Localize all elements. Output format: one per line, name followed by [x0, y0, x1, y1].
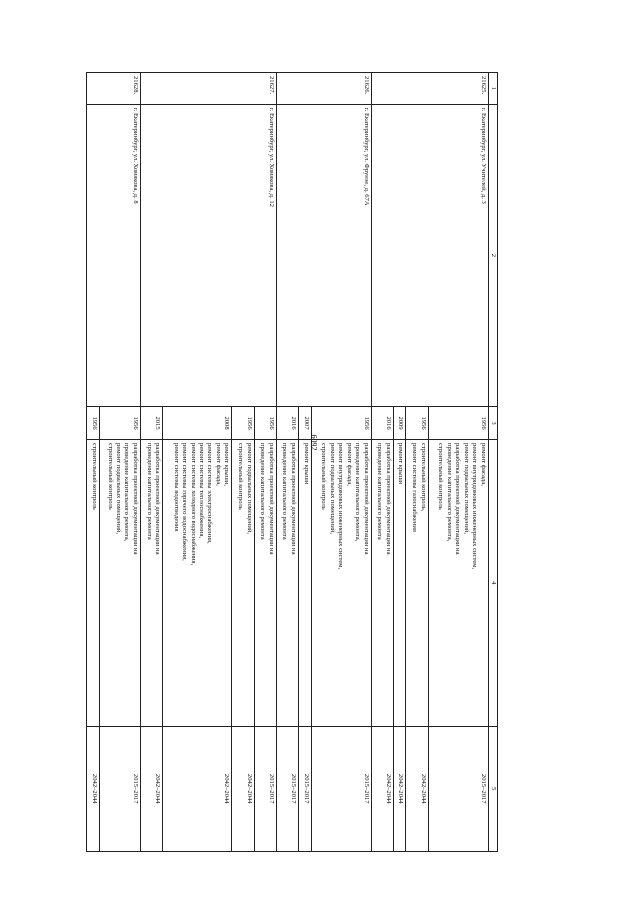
construction-year: 2015 [140, 407, 162, 440]
work-type-line: строительный контроль [320, 443, 328, 510]
construction-year: 2007 [298, 407, 311, 440]
work-types-cell [163, 440, 232, 727]
repair-schedule-table [86, 72, 498, 852]
work-type-line: ремонт системы горячего водоснабжения, [181, 443, 189, 561]
work-types-cell [276, 440, 298, 727]
construction-year: 1956 [254, 407, 276, 440]
entry-number: 21626. [276, 73, 371, 105]
work-type-line: ремонт крыши, [223, 443, 231, 486]
repair-period: 2015–2017 [99, 726, 140, 851]
column-header: 2 [488, 104, 497, 406]
work-types-cell [298, 440, 311, 727]
entry-number: 21625. [371, 73, 488, 105]
work-type-line: разработка проектной документации на [362, 443, 370, 555]
work-types-cell [311, 440, 371, 727]
work-type-line: разработка проектной документации на [131, 443, 139, 555]
entry-address: г. Екатеринбург, ул. Учителей, д. 3 [371, 104, 488, 406]
construction-year: 2008 [163, 407, 232, 440]
work-types-cell [99, 440, 140, 727]
work-types-cell [232, 440, 254, 727]
work-type-line: строительный контроль [106, 443, 114, 510]
repair-period: 2042–2044 [140, 726, 162, 851]
table-row [99, 73, 140, 852]
entry-number: 21628. [87, 73, 141, 105]
work-type-line: проведение капитального ремонта [145, 443, 153, 540]
repair-period: 2042–2044 [87, 726, 100, 851]
repair-period: 2042–2044 [406, 726, 428, 851]
work-type-line: разработка проектной документации на [154, 443, 162, 555]
construction-year: 2009 [393, 407, 406, 440]
work-type-line: ремонт фасада, [345, 443, 353, 486]
entry-address: г. Екатеринбург, ул. Хомякова, д. 12 [140, 104, 276, 406]
page-number: 6092 [309, 434, 319, 451]
repair-period: 2042–2044 [393, 726, 406, 851]
work-types-cell [406, 440, 428, 727]
column-header: 5 [488, 726, 497, 851]
work-type-line: разработка проектной документации на [384, 443, 392, 555]
work-type-line: ремонт подвальных помещений, [114, 443, 122, 535]
work-type-line: строительный контроль [437, 443, 445, 510]
entry-number: 21627. [140, 73, 276, 105]
work-type-line: ремонт системы газоснабжения [411, 443, 419, 532]
work-type-line: проведение капитального ремонта [376, 443, 384, 540]
work-type-line: ремонт внутридомовых инженерных систем, [471, 443, 479, 570]
entry-address: г. Екатеринбург, ул. Хомякова, д. 8 [87, 104, 141, 406]
document-sheet [86, 72, 498, 852]
entry-address: г. Екатеринбург, ул. Фрунзе, д. 67А [276, 104, 371, 406]
column-header: 3 [488, 407, 497, 440]
repair-period: 2015–2017 [276, 726, 298, 851]
work-type-line: строительный контроль [237, 443, 245, 510]
work-type-line: ремонт подвальных помещений, [462, 443, 470, 535]
header-row [488, 73, 497, 852]
work-type-line: ремонт фасада, [214, 443, 222, 486]
work-types-cell [393, 440, 406, 727]
work-type-line: ремонт фасада, [479, 443, 487, 486]
construction-year: 1956 [311, 407, 371, 440]
construction-year: 1956 [406, 407, 428, 440]
work-type-line: разработка проектной документации на [267, 443, 275, 555]
work-type-line: проведение капитального ремонта, [445, 443, 453, 542]
work-type-line: проведение капитального ремонта, [354, 443, 362, 542]
table-body [87, 73, 489, 852]
construction-year: 1956 [232, 407, 254, 440]
work-types-cell [87, 440, 100, 727]
work-type-line: ремонт системы электроснабжения, [206, 443, 214, 544]
work-type-line: проведение капитального ремонта, [123, 443, 131, 542]
rotated-table-wrapper [86, 72, 498, 852]
work-type-line: строительный контроль, [419, 443, 427, 512]
work-type-line: ремонт системы холодного водоснабжения, [189, 443, 197, 566]
repair-period: 2015–2017 [254, 726, 276, 851]
repair-period: 2015–2017 [298, 726, 311, 851]
column-header: 4 [488, 440, 497, 727]
repair-period: 2042–2044 [232, 726, 254, 851]
column-header: 1 [488, 73, 497, 105]
construction-year: 2016 [276, 407, 298, 440]
work-types-cell [371, 440, 393, 727]
work-type-line: разработка проектной документации на [289, 443, 297, 555]
work-types-cell [140, 440, 162, 727]
work-type-line: разработка проектной документации на [454, 443, 462, 555]
repair-period: 2042–2044 [371, 726, 393, 851]
work-type-line: ремонт внутридомовых инженерных систем, [337, 443, 345, 570]
repair-period: 2015–2017 [311, 726, 371, 851]
work-types-cell [428, 440, 488, 727]
work-type-line: проведение капитального ремонта [259, 443, 267, 540]
repair-period: 2042–2044 [163, 726, 232, 851]
table-row [428, 73, 488, 852]
work-type-line: строительный контроль [90, 443, 98, 510]
construction-year: 1956 [87, 407, 100, 440]
work-type-line: ремонт подвальных помещений, [328, 443, 336, 535]
work-type-line: проведение капитального ремонта [281, 443, 289, 540]
construction-year: 1956 [428, 407, 488, 440]
construction-year: 1956 [99, 407, 140, 440]
work-type-line: ремонт системы теплоснабжения, [198, 443, 206, 539]
work-type-line: ремонт системы водоотведения [172, 443, 180, 532]
work-type-line: ремонт крыши [302, 443, 310, 485]
work-type-line: ремонт крыши [397, 443, 405, 485]
table-row [311, 73, 371, 852]
work-types-cell [254, 440, 276, 727]
table-row [254, 73, 276, 852]
repair-period: 2015–2017 [428, 726, 488, 851]
work-type-line: ремонт подвальных помещений, [245, 443, 253, 535]
construction-year: 2016 [371, 407, 393, 440]
